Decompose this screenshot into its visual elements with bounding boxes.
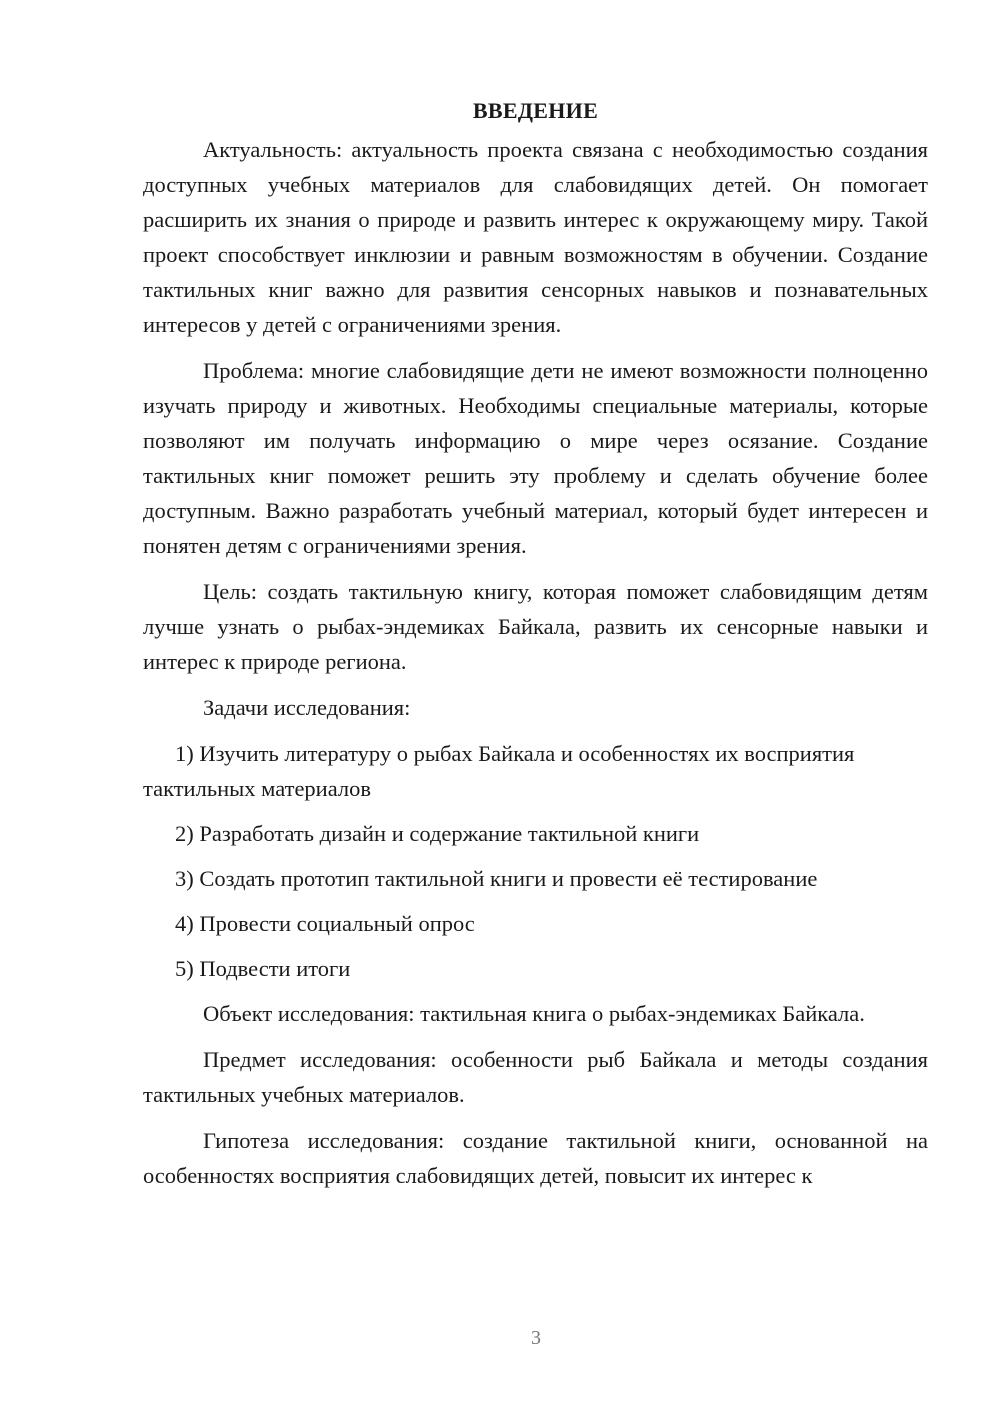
goal-paragraph: Цель: создать тактильную книгу, которая поможет слабовидящим детям лучше узнать о рыбах-эндемиках Байкала, развить их сенсорные навыки и интерес к природе региона. <box>143 579 928 674</box>
relevance-paragraph: Актуальность: актуальность проекта связана с необходимостью создания доступных учебных материалов для слабовидящих детей. Он помогает расширить их знания о природе и развить интерес к окружающему миру. Такой проект способствует инклюзии и равным возможностям в обучении. Создание тактильных книг важно для развития сенсорных навыков и познавательных интересов у детей с ограничениями зрения. <box>143 137 928 337</box>
task-item-3: 3) Создать прототип тактильной книги и провести её тестирование <box>175 866 818 891</box>
hypothesis-paragraph: Гипотеза исследования: создание тактильной книги, основанной на особенностях восприятия слабовидящих детей, повысит их интерес к <box>143 1128 928 1188</box>
task-item-1: 1) Изучить литературу о рыбах Байкала и особенностях их восприятия тактильных материалов <box>143 741 855 801</box>
object-paragraph: Объект исследования: тактильная книга о рыбах-эндемиках Байкала. <box>203 1001 865 1026</box>
section-heading: ВВЕДЕНИЕ <box>472 98 599 123</box>
page-number: 3 <box>531 1327 541 1349</box>
task-item-2: 2) Разработать дизайн и содержание тактильной книги <box>175 821 700 846</box>
task-item-5: 5) Подвести итоги <box>175 956 351 981</box>
problem-paragraph: Проблема: многие слабовидящие дети не имеют возможности полноценно изучать природу и животных. Необходимы специальные материалы, которые позволяют им получать информацию о мире через осязание. Создание тактильных книг поможет решить эту проблему и сделать обучение более доступным. Важно разработать учебный материал, который будет интересен и понятен детям с ограничениями зрения. <box>143 358 928 558</box>
document-body <box>143 96 928 1204</box>
subject-paragraph: Предмет исследования: особенности рыб Байкала и методы создания тактильных учебных материалов. <box>143 1047 928 1107</box>
tasks-heading: Задачи исследования: <box>203 695 411 720</box>
task-item-4: 4) Провести социальный опрос <box>175 911 475 936</box>
